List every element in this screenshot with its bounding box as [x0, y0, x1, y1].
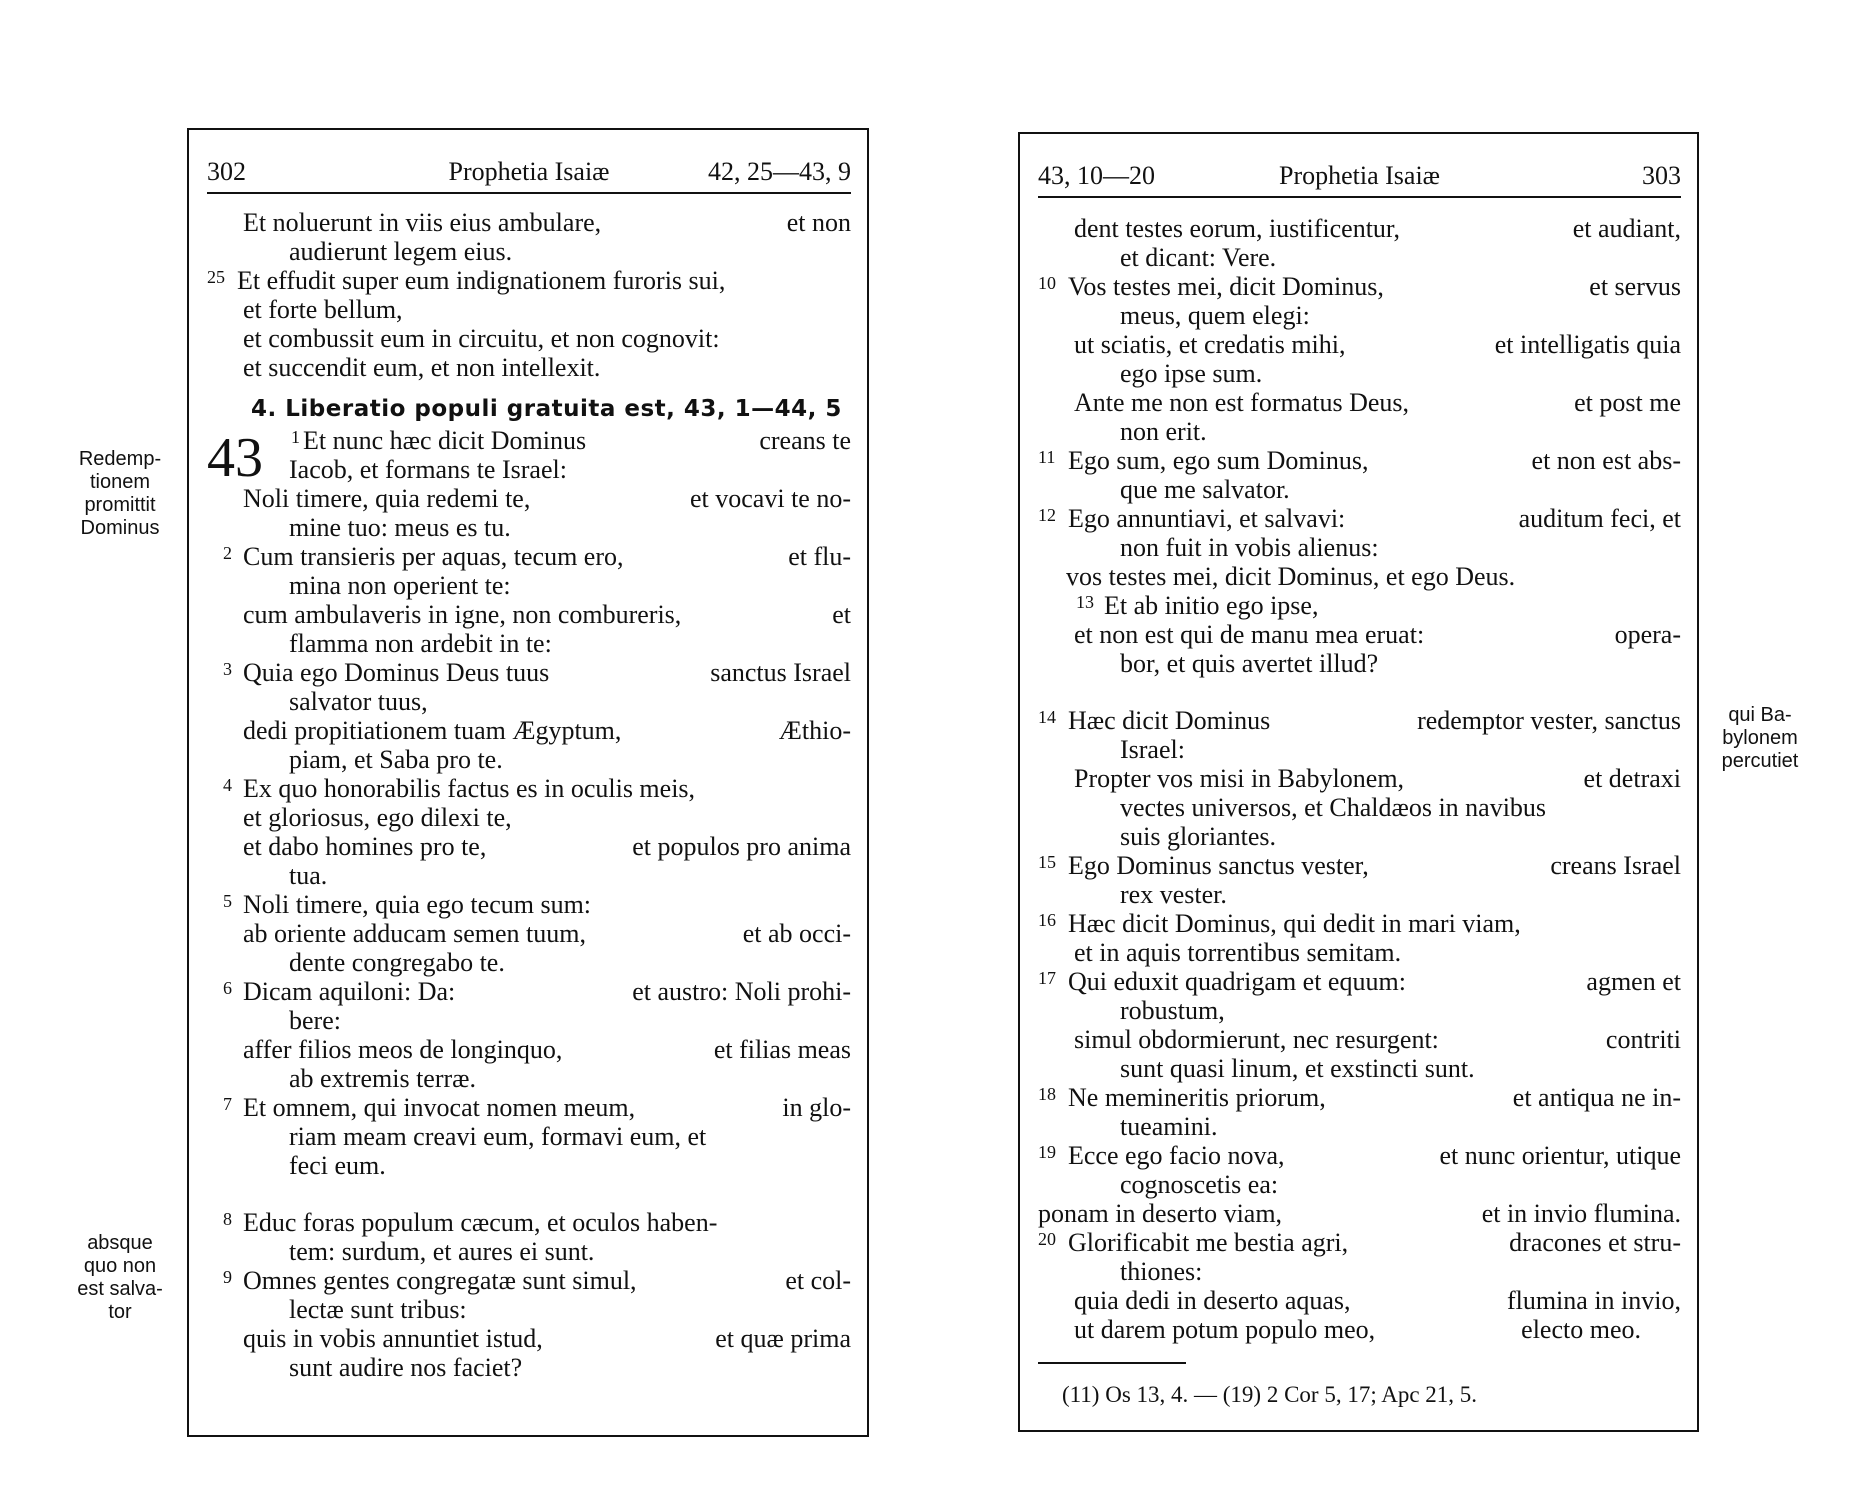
running-title: Prophetia Isaiæ: [448, 157, 610, 186]
text-line: audierunt legem eius.: [289, 237, 513, 266]
verse-number: 7: [223, 1094, 232, 1114]
text-line: 8 Educ foras populum cæcum, et oculos haben-: [207, 1208, 851, 1237]
text-line: piam, et Saba pro te.: [289, 745, 503, 774]
text-line: quia dedi in deserto aquas, flumina in invio,: [1074, 1286, 1681, 1315]
text-line: 6 Dicam aquiloni: Da: et austro: Noli prohi-: [207, 977, 851, 1006]
running-head-left: [207, 152, 851, 194]
verse-number: 18: [1038, 1084, 1056, 1104]
verse-number: 8: [223, 1209, 232, 1229]
verse-range: 43, 10—20: [1038, 161, 1155, 190]
text-line: et combussit eum in circuitu, et non cognovit:: [243, 324, 720, 353]
verse-number: 14: [1038, 707, 1056, 727]
text-line: suis gloriantes.: [1120, 822, 1276, 851]
text-line: riam meam creavi eum, formavi eum, et: [289, 1122, 707, 1151]
verse-number: 20: [1038, 1229, 1056, 1249]
text-line: 25 Et effudit super eum indignationem furoris sui,: [207, 266, 851, 295]
text-line: vos testes mei, dicit Dominus, et ego Deus.: [1066, 562, 1516, 591]
section-heading: 4. Liberatio populi gratuita est, 43, 1—44, 5: [251, 396, 842, 422]
text-line: vectes universos, et Chaldæos in navibus: [1120, 793, 1547, 822]
text-line: et in aquis torrentibus semitam.: [1074, 938, 1402, 967]
page-302: [187, 128, 869, 1437]
text-line: ego ipse sum.: [1120, 359, 1263, 388]
text-line: et dicant: Vere.: [1120, 243, 1277, 272]
verse-number: 4: [223, 775, 232, 795]
text-line: 16 Hæc dicit Dominus, qui dedit in mari viam,: [1038, 909, 1681, 938]
text-line: 3 Quia ego Dominus Deus tuus sanctus Israel: [207, 658, 851, 687]
verse-number: 13: [1076, 592, 1094, 612]
text-line: 20 Glorificabit me bestia agri, dracones et stru-: [1038, 1228, 1681, 1257]
text-line: 5 Noli timere, quia ego tecum sum:: [207, 890, 851, 919]
text-line: et non est qui de manu mea eruat: opera-: [1074, 620, 1681, 649]
text-line: mine tuo: meus es tu.: [289, 513, 511, 542]
text-line: 17 Qui eduxit quadrigam et equum: agmen et: [1038, 967, 1681, 996]
chapter-start: 43 1 Et nunc hæc dicit Dominus creans te Iacob, et formans te Israel:: [207, 426, 851, 484]
page-text-left: [207, 208, 851, 1382]
chapter-number: 43: [207, 427, 263, 489]
text-line: sunt quasi linum, et exstincti sunt.: [1120, 1054, 1475, 1083]
text-line: non erit.: [1120, 417, 1207, 446]
page-number: 303: [1642, 161, 1681, 190]
text-line: 7 Et omnem, qui invocat nomen meum, in glo-: [207, 1093, 851, 1122]
text-line: Propter vos misi in Babylonem, et detraxi: [1074, 764, 1681, 793]
text-line: et dabo homines pro te, et populos pro anima: [243, 832, 851, 861]
running-head-right: [1038, 156, 1681, 198]
text-line: tem: surdum, et aures ei sunt.: [289, 1237, 595, 1266]
text-line: Et noluerunt in viis eius ambulare, et non: [243, 208, 851, 237]
verse-number: 1: [291, 427, 300, 447]
text-line: rex vester.: [1120, 880, 1227, 909]
text-line: sunt audire nos faciet?: [289, 1353, 523, 1382]
text-line: 2 Cum transieris per aquas, tecum ero, et flu-: [207, 542, 851, 571]
text-line: 12 Ego annuntiavi, et salvavi: auditum feci, et: [1038, 504, 1681, 533]
text-line: bere:: [289, 1006, 341, 1035]
verse-number: 5: [223, 891, 232, 911]
text-line: Noli timere, quia redemi te, et vocavi te no-: [243, 484, 851, 513]
text-line: 19 Ecce ego facio nova, et nunc orientur, utique: [1038, 1141, 1681, 1170]
text-line: 18 Ne memineritis priorum, et antiqua ne in-: [1038, 1083, 1681, 1112]
verse-number: 2: [223, 543, 232, 563]
text-line: 13 Et ab initio ego ipse,: [1038, 591, 1681, 620]
text-line: dent testes eorum, iustificentur, et audiant,: [1074, 214, 1681, 243]
text-line: ut sciatis, et credatis mihi, et intelligatis quia: [1074, 330, 1681, 359]
text-line: lectæ sunt tribus:: [289, 1295, 467, 1324]
verse-number: 9: [223, 1267, 232, 1287]
text-line: 4 Ex quo honorabilis factus es in oculis meis,: [207, 774, 851, 803]
margin-note-redemptionem: Redemp- tionem promittit Dominus: [78, 448, 162, 539]
text-line: et forte bellum,: [243, 295, 403, 324]
text-line: et succendit eum, et non intellexit.: [243, 353, 601, 382]
text-line: flamma non ardebit in te:: [289, 629, 552, 658]
verse-number: 6: [223, 978, 232, 998]
verse-number: 10: [1038, 273, 1056, 293]
running-title: Prophetia Isaiæ: [1278, 161, 1441, 190]
text-line: dente congregabo te.: [289, 948, 505, 977]
verse-number: 3: [223, 659, 232, 679]
margin-note-absque: absque quo non est salva- tor: [77, 1232, 163, 1323]
verse-number: 19: [1038, 1142, 1056, 1162]
text-line: affer filios meos de longinquo, et filias meas: [243, 1035, 851, 1064]
page-text-right: [1038, 214, 1681, 1344]
text-line: bor, et quis avertet illud?: [1120, 649, 1379, 678]
verse-number: 17: [1038, 968, 1056, 988]
verse-number: 12: [1038, 505, 1056, 525]
text-line: feci eum.: [289, 1151, 386, 1180]
text-line: thiones:: [1120, 1257, 1203, 1286]
text-line: tua.: [289, 861, 328, 890]
text-line: simul obdormierunt, nec resurgent: contriti: [1074, 1025, 1681, 1054]
text-line: Israel:: [1120, 735, 1185, 764]
text-line: Ante me non est formatus Deus, et post me: [1074, 388, 1681, 417]
text-line: 15 Ego Dominus sanctus vester, creans Israel: [1038, 851, 1681, 880]
text-line: salvator tuus,: [289, 687, 428, 716]
text-line: robustum,: [1120, 996, 1225, 1025]
verse-number: 15: [1038, 852, 1056, 872]
footnote: (11) Os 13, 4. — (19) 2 Cor 5, 17; Apc 21, 5.: [1062, 1382, 1478, 1407]
text-line: meus, quem elegi:: [1120, 301, 1310, 330]
text-line: ut darem potum populo meo, electo meo.: [1074, 1315, 1641, 1344]
text-line: dedi propitiationem tuam Ægyptum, Æthio-: [243, 716, 851, 745]
page-number: 302: [207, 157, 246, 186]
verse-number: 25: [207, 267, 225, 287]
text-line: 14 Hæc dicit Dominus redemptor vester, sanctus: [1038, 706, 1681, 735]
margin-note-babylonem: qui Ba- bylonem percutiet: [1721, 704, 1799, 772]
text-line: quis in vobis annuntiet istud, et quæ prima: [243, 1324, 851, 1353]
verse-number: 16: [1038, 910, 1056, 930]
text-line: cognoscetis ea:: [1120, 1170, 1279, 1199]
page-303: [1018, 132, 1699, 1432]
text-line: non fuit in vobis alienus:: [1120, 533, 1379, 562]
text-line: cum ambulaveris in igne, non combureris, et: [243, 600, 851, 629]
text-line: ab oriente adducam semen tuum, et ab occi-: [243, 919, 851, 948]
text-line: que me salvator.: [1120, 475, 1290, 504]
verse-range: 42, 25—43, 9: [708, 157, 851, 186]
text-line: ponam in deserto viam, et in invio flumina.: [1038, 1199, 1681, 1228]
text-line: et gloriosus, ego dilexi te,: [243, 803, 512, 832]
text-line: ab extremis terræ.: [289, 1064, 476, 1093]
text-line: mina non operient te:: [289, 571, 511, 600]
footnote-rule: [1038, 1362, 1186, 1364]
text-line: 10 Vos testes mei, dicit Dominus, et servus: [1038, 272, 1681, 301]
text-line: 11 Ego sum, ego sum Dominus, et non est abs-: [1038, 446, 1681, 475]
text-line: 9 Omnes gentes congregatæ sunt simul, et col-: [207, 1266, 851, 1295]
text-line: tueamini.: [1120, 1112, 1218, 1141]
verse-number: 11: [1038, 447, 1056, 467]
